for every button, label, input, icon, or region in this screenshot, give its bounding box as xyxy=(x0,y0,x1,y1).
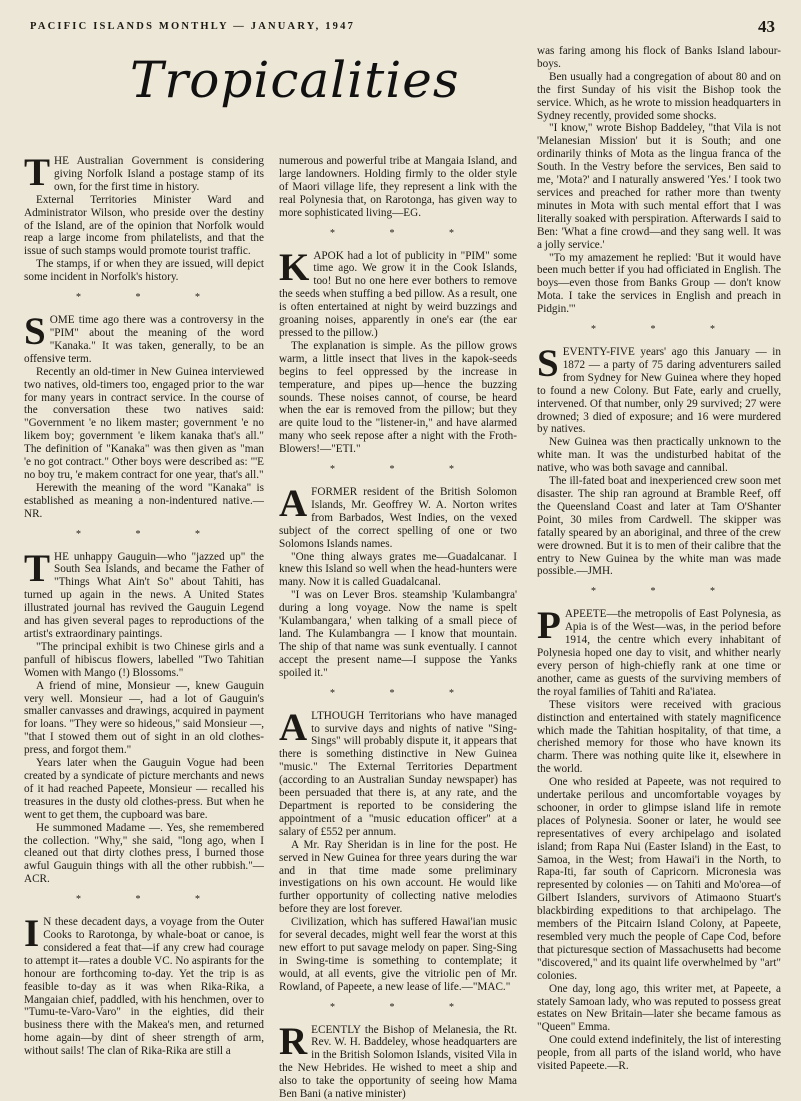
paragraph: "The principal exhibit is two Chinese girls and a panfull of hibiscus flowers, labelled "Two Tahitian Women with Mango (!) Blossoms." xyxy=(24,640,264,679)
paragraph: A friend of mine, Monsieur —, knew Gauguin very well. Monsieur —, had a lot of Gauguin's smaller canvasses and drawings, acquired in payment for loans. "They were so hideous," said Monsieur —, "that I stowed them out of sight in an old clothes-press, and forgot them." xyxy=(24,679,264,757)
drop-cap: S xyxy=(24,310,46,354)
item-kanaka: SOME time ago there was a controversy in the "PIM" about the meaning of the word "Kanaka." It was taken, generally, to be an offensive term. xyxy=(24,310,264,365)
paragraph: Years later when the Gauguin Vogue had been created by a syndicate of picture merchants and news of it had reached Papeete, Monsieur — recalled his treasures in the dusty old clothes-press. But when he went to get them, the cupboard was bare. xyxy=(24,757,264,821)
paragraph: New Guinea was then practically unknown to the white man. It was the undisturbed habitat of the native, who was both savage and cannibal. xyxy=(537,436,781,475)
drop-cap: S xyxy=(537,342,559,386)
paragraph: was faring among his flock of Banks Island labour-boys. xyxy=(537,45,781,70)
drop-cap: A xyxy=(279,705,308,749)
item-bishop-melanesia: RECENTLY the Bishop of Melanesia, the Rt. Rev. W. H. Baddeley, whose headquarters are in the British Solomon Islands, visited Vila in the New Hebrides. He wished to meet a ship and also to take the opportunity of seeing how Mama Ben Bani (a native minister) xyxy=(279,1019,517,1101)
separator: * * * xyxy=(330,687,480,699)
separator: * * * xyxy=(591,586,741,598)
paragraph: External Territories Minister Ward and Administrator Wilson, who preside over the destiny of the Island, are of the opinion that Norfolk would reap a large income from philatelists, and that the issue of such stamps would promote tourist traffic. xyxy=(24,193,264,258)
paragraph: These visitors were received with gracious distinction and entertained with stately magnificence which made the Tahitian hospitality, of that time, a cherished memory for those who have known its charm. There was nothing quite like it, elsewhere in the world. xyxy=(537,698,781,776)
separator: * * * xyxy=(330,1001,480,1013)
section-title: Tropicalities xyxy=(130,51,460,109)
separator: * * * xyxy=(330,227,480,239)
paragraph: Ben usually had a congregation of about 80 and on the first Sunday of his visit the Bishop took the service. Which, as he wrote to mission headquarters in Sydney recently, provided some shocks. xyxy=(537,70,781,122)
paragraph: Civilization, which has suffered Hawai'ian music for several decades, might well fear the worst at this new effort to put savage melody on paper. Sing-Sing in Swing-time is something to contemplate; it would, at all events, give the vitriolic pen of Mr. Rowland, of Papeete, a new lease of life.—"MAC." xyxy=(279,916,517,993)
drop-cap: K xyxy=(279,245,310,289)
paragraph: One who resided at Papeete, was not required to undertake perilous and uncomfortable voyages by schooner, in order to glimpse island life in remote places of Polynesia. Sooner or later, he would see representatives of every archipelago and isolated island; from Rapa Nui (Easter Island) in the East, to Samoa, in the West; from Hawai'i in the North, to Rapa-Iti, far south of Capricorn. Micronesia was represented by colonies — on Tahiti and Mo'orea—of Gilbert Islanders, survivors of Atimaono Stuart's blackbirding expeditions to that archipelago. The members of the Pitcairn Island Colony, at Papeete, resembled very much the people of Cape Cod, before that picturesque section of Massachusetts had become "discovered," and its quaint life overwhelmed by "art" colonies. xyxy=(537,776,781,982)
drop-cap: I xyxy=(24,912,40,956)
item-new-guinea-party: SEVENTY-FIVE years' ago this January — in 1872 — a party of 75 daring adventurers sailed from Sydney for New Guinea where they hoped to found a new Colony. But Fate, early and cruelly, intervened. Of that number, only 29 survived; 27 were drowned; 3 died of exposure; and 16 were murdered by natives. xyxy=(537,342,781,436)
drop-cap: P xyxy=(537,604,561,648)
paragraph: The ill-fated boat and inexperienced crew soon met disaster. The ship ran aground at Bramble Reef, off the Queensland Coast and later at Tam O'Shanter Point, 30 miles from Cardwell. The skipper was fatally speared by an aboriginal, and three of the crew were drowned. But it is to men of their calibre that the entry to New Guinea by the white man was made possible.—JMH. xyxy=(537,475,781,578)
drop-cap: T xyxy=(24,151,51,194)
item-papeete: PAPEETE—the metropolis of East Polynesia, as Apia is of the West—was, in the period before 1914, the centre which every inhabitant of Polynesia hoped one day to visit, and whither nearly every person of high-chiefly rank at one time or another, came as guests of the surviving members of the royal families of Tahiti and Ra'iatea. xyxy=(537,604,781,698)
running-title: PACIFIC ISLANDS MONTHLY — JANUARY, 1947 xyxy=(30,21,356,32)
paragraph: "I know," wrote Bishop Baddeley, "that Vila is not 'Melanesian Mission' but it is South; and one ordinarily thinks of Mota as the lingua franca of the South. In the Vestry before the services, Ben said to me, 'Mota?' and I naturally answered 'Yes.' I took two services and preached for rather more than twenty minutes in Mota with such mental effort that I was literally soaked with perspiration. Afterwards I said to Ben: 'What a fine crowd—and they sang well. It was a jolly service.' xyxy=(537,122,781,251)
paragraph: The stamps, if or when they are issued, will depict some incident in Norfolk's history. xyxy=(24,258,264,284)
drop-cap: R xyxy=(279,1019,308,1063)
paragraph: "One thing always grates me—Guadalcanar. I knew this Island so well when the head-hunters were many. Now it is called Guadalcanal. xyxy=(279,550,517,589)
separator: * * * xyxy=(330,464,480,476)
paragraph: "I was on Lever Bros. steamship 'Kulambangra' during a long voyage. Now the name is spelt 'Kulambangara,' when talking of a small piece of land. The Kulambangra — I know that mountain. The ship of that name was sunk eventually. I cannot accept the present name—I suppose the Yanks spoiled it." xyxy=(279,589,517,679)
page-header xyxy=(30,17,775,39)
item-solomons-names: AFORMER resident of the British Solomon Islands, Mr. Geoffrey W. A. Norton writes from Barbados, West Indies, on the vexed subject of the correct spelling of one or two Solomons Islands names. xyxy=(279,482,517,550)
separator: * * * xyxy=(76,894,226,906)
separator: * * * xyxy=(76,528,226,540)
paragraph: One day, long ago, this writer met, at Papeete, a stately Samoan lady, who was reputed to possess great estates on New Britain—later she became famous as "Queen" Emma. xyxy=(537,982,781,1034)
paragraph: "To my amazement he replied: 'But it would have been much better if you had officiated in English. The boys—even those from Banks Group — don't know Mota. I take the services in English and preach in Pidgin.'" xyxy=(537,251,781,316)
column-right xyxy=(537,45,781,1073)
paragraph: Recently an old-timer in New Guinea interviewed two natives, old-timers too, engaged prior to the war for many years in contract service. In the course of the conversation these two natives said: "Government 'e no likem master; government 'e no likem boy; government 'e likem kanaka that's all." The definition of "Kanaka" was then given as "man 'e no got contract." Other boys were described as: "'E no boy tru, 'e makem contract for one year, that's all." xyxy=(24,365,264,481)
item-kapok: KAPOK had a lot of publicity in "PIM" some time ago. We grow it in the Cook Islands, too! But no one here ever bothers to remove the seeds when stuffing a bed pillow. As a result, one is often entertained at night by weird buzzings and groaning noises, apparently in one's ear (the ear pressed to the pillow.) xyxy=(279,245,517,339)
paragraph: He summoned Madame —. Yes, she remembered the collection. "Why," she said, "long ago, when I cleaned out that dirty clothes press, I burned those awful Gauguin things with all the other rubbish."—ACR. xyxy=(24,821,264,886)
paragraph: A Mr. Ray Sheridan is in line for the post. He served in New Guinea for three years during the war and in that time made some preliminary investigations on his own account. He would like further opportunity of collecting native melodies before they are lost forever. xyxy=(279,838,517,916)
separator: * * * xyxy=(76,292,226,304)
item-sing-sing-music: ALTHOUGH Territorians who have managed to survive days and nights of native "Sing-Sings" will probably dispute it, it appears that there is something distinctive in New Guinea "music." The External Territories Department (according to an Australian Sunday newspaper) has been persuaded that there is, at any rate, and the Department is reported to be considering the appointment of a "music education officer" at a salary of £552 per annum. xyxy=(279,705,517,838)
column-middle xyxy=(279,155,517,1101)
paragraph: numerous and powerful tribe at Mangaia Island, and large landowners. Holding firmly to the older style of Maori village life, they represent a link with the real Polynesia that, on Rarotonga, has given way to more sophisticated living—EG. xyxy=(279,155,517,219)
page-number: 43 xyxy=(758,17,775,36)
paragraph: Herewith the meaning of the word "Kanaka" is established as meaning a non-indentured native.—NR. xyxy=(24,481,264,520)
drop-cap: A xyxy=(279,482,308,526)
paragraph: The explanation is simple. As the pillow grows warm, a little insect that lives in the kapok-seeds begins to feel oppressed by the increase in temperature, and pipes up—hence the buzzing sounds. These noises cannot, of course, be heard when the ear is removed from the pillow; but they are quite loud to the "listener-in," and have alarmed many who seek repose after a night with the Froth-Blowers!—"ETI." xyxy=(279,339,517,456)
column-left xyxy=(24,151,264,1058)
paragraph: One could extend indefinitely, the list of interesting people, from all parts of the island world, who have visited Papeete.—R. xyxy=(537,1034,781,1073)
item-rarotonga-voyage: I N these decadent days, a voyage from the Outer Cooks to Rarotonga, by whale-boat or canoe, is considered a feat that—if any crew had courage to attempt it—rates a double VC. No aspirants for the honour are forthcoming to-day. Yet the trip is as feasible to-day as it was when Rika-Rika, a Mangaian chief, paddled, with his henchmen, over to "Tumu-te-Varo-Varo" in the eighties, did their business there with the Makea's men, and returned home again—by dint of sheer strength of arm, without sails! The clan of Rika-Rika are still a xyxy=(24,912,264,1058)
separator: * * * xyxy=(591,324,741,336)
item-norfolk-stamps: THE Australian Government is considering giving Norfolk Island a postage stamp of its own, for the first time in history. xyxy=(24,151,264,194)
item-gauguin: THE unhappy Gauguin—who "jazzed up" the South Sea Islands, and became the Father of "Things What Ain't So" about Tahiti, has turned up again in the news. A United States illustrated journal has revived the Gauguin Legend and has given several pages to reproductions of the artist's extraordinary paintings. xyxy=(24,546,264,640)
drop-cap: T xyxy=(24,546,51,590)
